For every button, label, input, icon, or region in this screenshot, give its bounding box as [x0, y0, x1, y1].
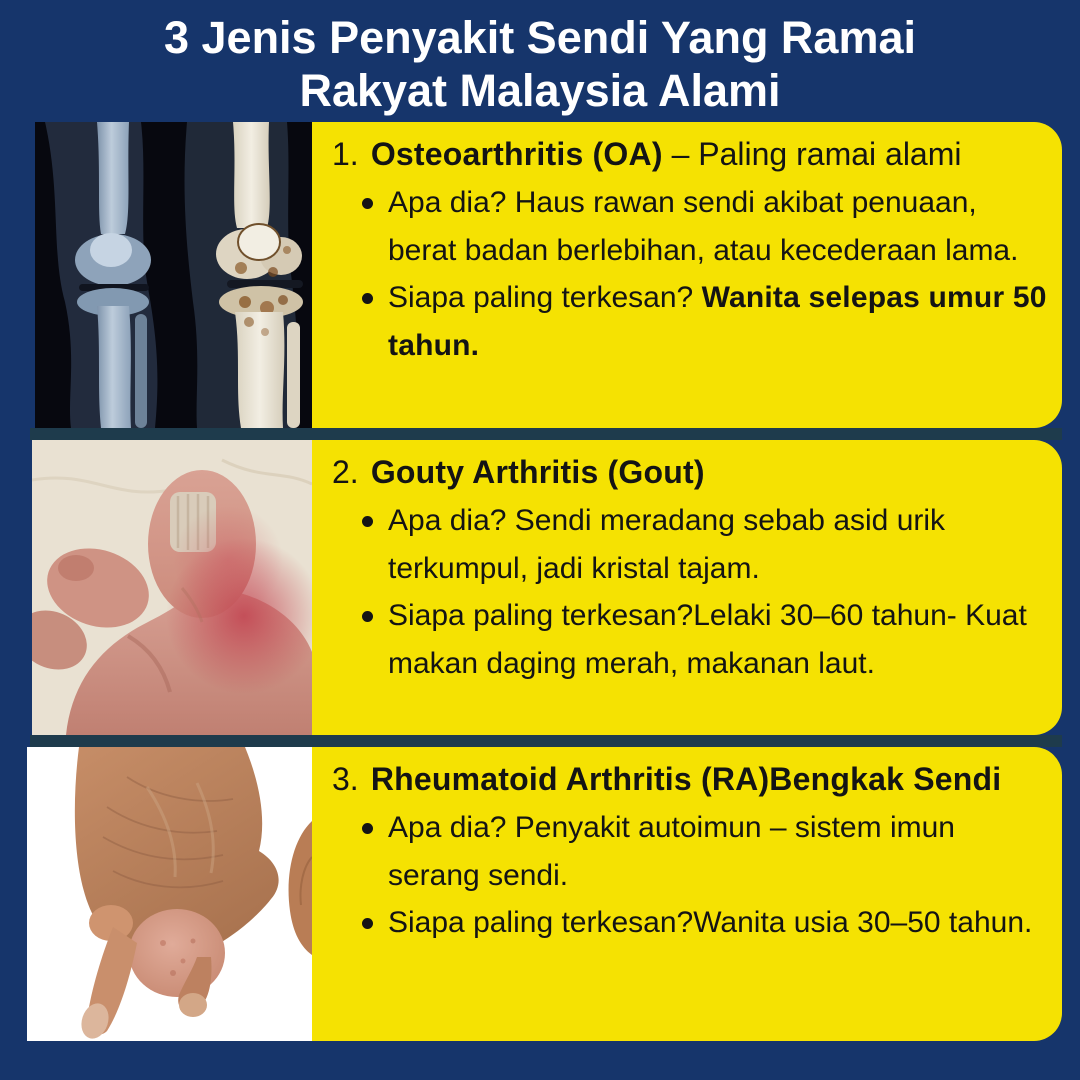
bullet-text-regular: Apa dia? Sendi meradang sebab asid urik terkumpul, jadi kristal tajam.: [388, 504, 954, 585]
bullet-text-regular: Siapa paling terkesan?Lelaki 30–60 tahun- Kuat makan daging merah, makanan laut.: [388, 599, 1036, 680]
bullet-list: [332, 179, 1056, 369]
bullet-text-regular: Siapa paling terkesan?Wanita usia 30–50 tahun.: [388, 906, 1033, 939]
card-heading: [332, 755, 1048, 803]
info-card-osteoarthritis: [312, 122, 1062, 428]
ra-hand-photo: [27, 747, 312, 1041]
bullet-item: [362, 274, 1056, 369]
bullet-text-bold: Wanita selepas umur 50 tahun.: [388, 281, 1056, 362]
gout-foot-illustration: [32, 440, 312, 735]
row-separator: [30, 735, 1062, 747]
bullet-text: [388, 497, 1048, 592]
bullet-dot: [362, 611, 373, 622]
bullet-text-regular: Siapa paling terkesan?: [388, 281, 702, 314]
title-block: [0, 0, 1080, 122]
bullet-text: [388, 274, 1056, 369]
disease-row-gout: [0, 440, 1080, 735]
disease-name: Osteoarthritis (OA): [370, 136, 663, 172]
disease-row-rheumatoid: [0, 747, 1080, 1041]
knee-xray-illustration: [35, 122, 312, 428]
bullet-text: [388, 592, 1048, 687]
bullet-dot: [362, 918, 373, 929]
info-card-gout: [312, 440, 1062, 735]
bullet-text-regular: Apa dia? Penyakit autoimun – sistem imun serang sendi.: [388, 811, 964, 892]
card-number: 1.: [332, 136, 359, 172]
bullet-item: [362, 804, 1048, 899]
page-title-line-2: Rakyat Malaysia Alami: [299, 65, 781, 116]
bullet-item: [362, 592, 1048, 687]
disease-name: Rheumatoid Arthritis (RA)Bengkak Sendi: [370, 761, 1002, 797]
bullet-dot: [362, 293, 373, 304]
disease-subtitle: – Paling ramai alami: [662, 136, 962, 172]
bullet-list: [332, 804, 1048, 947]
info-card-rheumatoid: [312, 747, 1062, 1041]
bullet-text: [388, 179, 1048, 274]
card-number: 2.: [332, 454, 359, 490]
bullet-text: [388, 899, 1032, 947]
row-separator: [30, 428, 1062, 440]
knee-xray-photo: [35, 122, 312, 428]
gout-foot-photo: [32, 440, 312, 735]
bullet-text-regular: Apa dia? Haus rawan sendi akibat penuaan, berat badan berlebihan, atau kecederaan lama.: [388, 186, 1019, 267]
page-title-line-1: 3 Jenis Penyakit Sendi Yang Ramai: [163, 12, 916, 63]
card-heading: [332, 448, 1048, 496]
bullet-text: [388, 804, 1048, 899]
ra-hand-illustration: [27, 747, 312, 1041]
bullet-dot: [362, 823, 373, 834]
bullet-list: [332, 497, 1048, 687]
bullet-item: [362, 899, 1048, 947]
bullet-item: [362, 179, 1048, 274]
bullet-dot: [362, 516, 373, 527]
bullet-item: [362, 497, 1048, 592]
bullet-dot: [362, 198, 373, 209]
card-heading: [332, 130, 1048, 178]
card-number: 3.: [332, 761, 359, 797]
disease-row-osteoarthritis: [0, 122, 1080, 428]
disease-name: Gouty Arthritis (Gout): [370, 454, 705, 490]
